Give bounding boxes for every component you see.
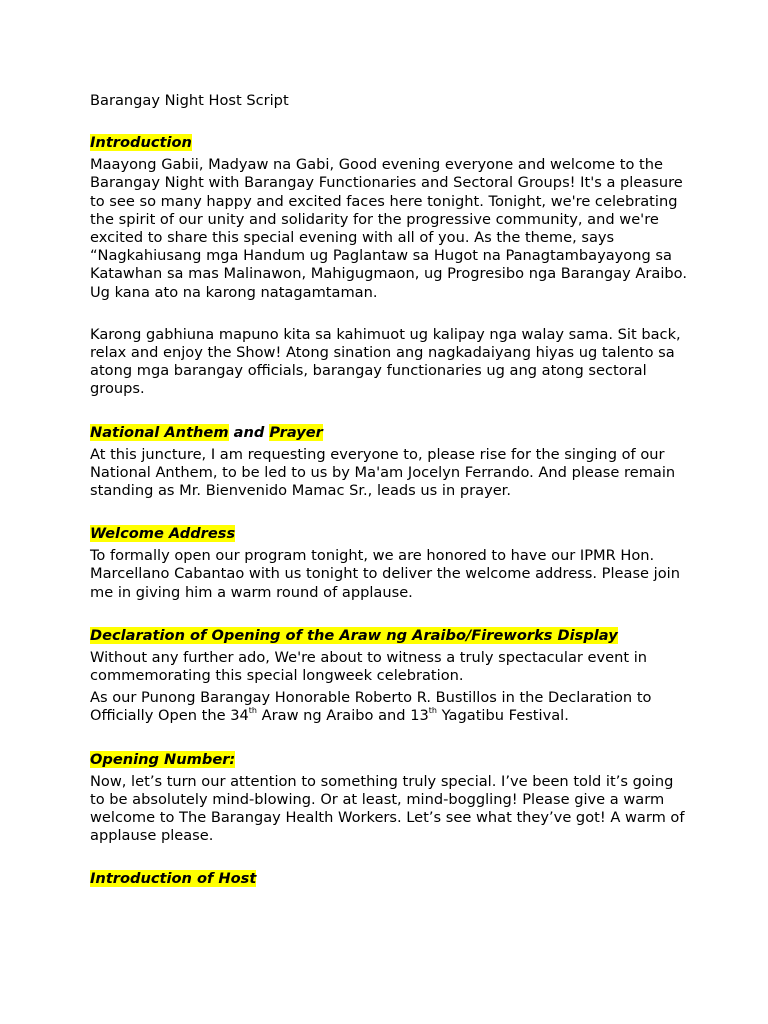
section-opening-number — [90, 751, 690, 846]
section-heading-anthem — [90, 424, 690, 442]
declaration-text-part-1: As our Punong Barangay Honorable Roberto R. Bustillos in the Declaration to Officially Open the 34 — [90, 689, 652, 725]
heading-highlight-prayer: Prayer — [269, 423, 323, 441]
declaration-text-part-3: Yagatibu Festival. — [437, 707, 569, 725]
section-declaration — [90, 627, 690, 726]
section-heading-welcome — [90, 525, 690, 543]
ordinal-suffix: th — [428, 706, 437, 716]
declaration-paragraph-1: Without any further ado, We're about to witness a truly spectacular event in commemorating this special longweek celebration. — [90, 648, 648, 685]
heading-highlight: Opening Number: — [90, 750, 236, 768]
introduction-paragraph-2: Karong gabhiuna mapuno kita sa kahimuot ug kalipay nga walay sama. Sit back, relax and enjoy the Show! Atong sination ang nagkadaiyang hiyas ug talento sa atong mga barangay officials, barangay functionaries ug ang atong sectoral groups. — [90, 325, 681, 398]
section-heading-opening — [90, 751, 690, 769]
document-title: Barangay Night Host Script — [90, 92, 289, 109]
declaration-text-part-2: Araw ng Araibo and 13 — [257, 707, 429, 725]
introduction-paragraph-1: Maayong Gabii, Madyaw na Gabi, Good evening everyone and welcome to the Barangay Night with Barangay Functionaries and Sectoral Groups! It's a pleasure to see so many happy and excited faces here tonight. Tonight, we're celebrating the spirit of our unity and solidarity for the progressive community, and we're excited to share this special evening with all of you. As the theme, says “Nagkahiusang mga Handum ug Paglantaw sa Hugot na Panagtambayayong sa Katawhan sa mas Malinawon, Mahigugmaon, ug Progresibo nga Barangay Araibo. Ug kana ato na karong natagamtaman. — [90, 156, 687, 301]
heading-highlight: Introduction of Host — [90, 870, 257, 888]
section-anthem — [90, 424, 690, 501]
section-heading-host — [90, 870, 690, 888]
heading-conjunction: and — [228, 423, 270, 441]
heading-highlight: Declaration of Opening of the Araw ng Araibo/Fireworks Display — [90, 626, 618, 644]
declaration-paragraph-2 — [90, 689, 690, 725]
section-host — [90, 870, 690, 888]
anthem-paragraph: At this juncture, I am requesting everyone to, please rise for the singing of our National Anthem, to be led to us by Ma'am Jocelyn Ferrando. And please remain standing as Mr. Bienvenido Mamac Sr., leads us in prayer. — [90, 445, 676, 500]
heading-highlight: Introduction — [90, 134, 192, 152]
welcome-paragraph: To formally open our program tonight, we are honored to have our IPMR Hon. Marcellano Cabantao with us tonight to deliver the welcome address. Please join me in giving him a warm round of applause. — [90, 547, 680, 601]
document-page — [90, 92, 690, 913]
section-heading-declaration — [90, 627, 690, 645]
section-welcome — [90, 525, 690, 602]
ordinal-suffix: th — [248, 706, 257, 716]
section-introduction — [90, 134, 690, 398]
opening-paragraph: Now, let’s turn our attention to something truly special. I’ve been told it’s going to be absolutely mind-blowing. Or at least, mind-boggling! Please give a warm welcome to The Barangay Health Workers. Let’s see what they’ve got! A warm of applause please. — [90, 772, 685, 845]
heading-highlight-anthem: National Anthem — [90, 423, 229, 441]
section-heading-introduction — [90, 134, 690, 152]
heading-highlight: Welcome Address — [90, 525, 236, 543]
